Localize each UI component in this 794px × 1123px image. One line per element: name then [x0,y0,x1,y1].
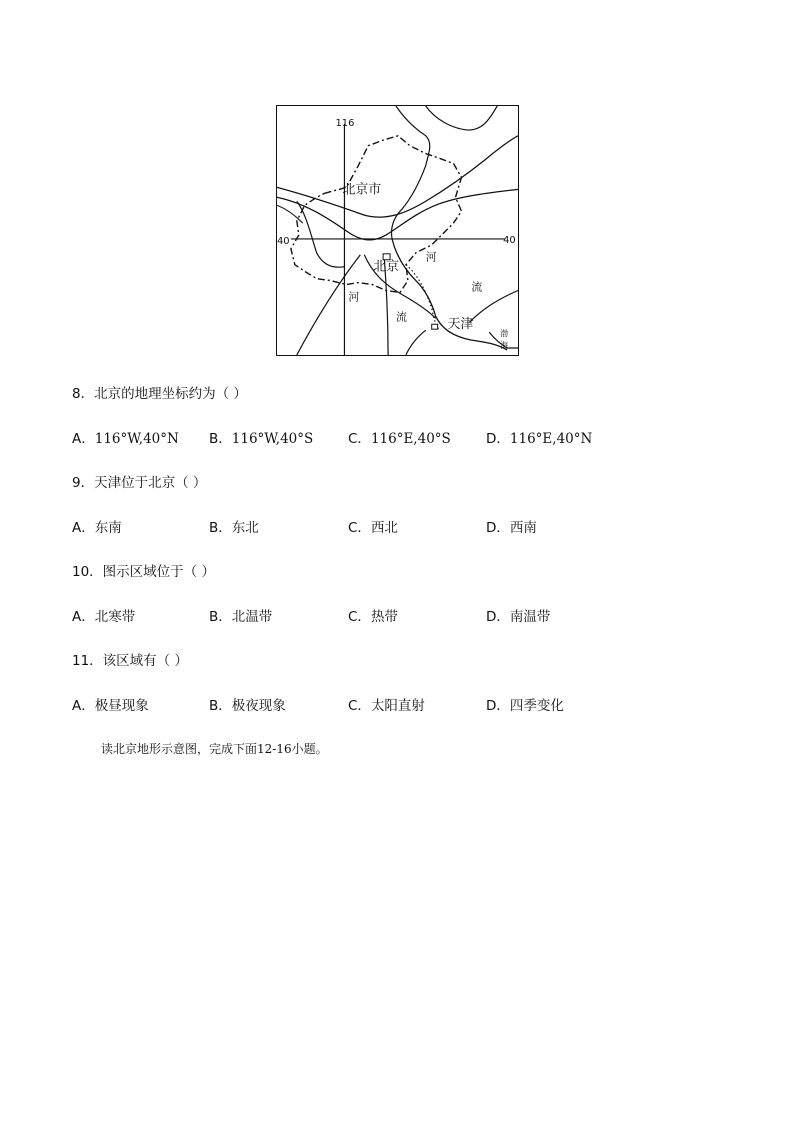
q11-option-c[interactable]: C．太阳直射 [348,698,425,714]
q9-option-b[interactable]: B．东北 [209,520,259,536]
q10-option-c[interactable]: C．热带 [348,609,398,625]
q10-option-b[interactable]: B．北温带 [209,609,273,625]
river-9 [406,330,426,355]
q8-option-b[interactable]: B．116°W,40°S [209,431,314,447]
q11-option-a[interactable]: A．极昼现象 [72,698,149,714]
river-char-1: 河 [425,250,437,264]
question-8-stem: 8．北京的地理坐标约为（ ） [72,386,247,402]
river-char-2: 流 [471,280,483,294]
q9-option-c[interactable]: C．西北 [348,520,398,536]
beijing-label: 北京 [373,259,399,275]
river-11 [469,291,518,323]
q8-option-a[interactable]: A．116°W,40°N [72,431,179,447]
river-7 [297,255,360,355]
river-char-4: 流 [396,310,407,324]
question-9-stem: 9．天津位于北京（ ） [72,475,207,491]
q8-option-c[interactable]: C．116°E,40°S [348,431,451,447]
map-svg [277,106,518,355]
river-1 [277,136,518,217]
question-11-stem: 11．该区域有（ ） [72,653,188,669]
latitude-label-right: 40 [503,234,516,246]
river-char-3: 河 [348,290,360,304]
river-3 [297,201,345,267]
tianjin-label: 天津 [447,317,474,333]
latitude-label-left: 40 [277,235,290,247]
q8-option-d[interactable]: D．116°E,40°N [486,431,593,447]
q9-option-d[interactable]: D．西南 [486,520,537,536]
river-10 [426,106,497,130]
q11-option-d[interactable]: D．四季变化 [486,698,564,714]
question-10-stem: 10．图示区域位于（ ） [72,564,215,580]
q10-option-d[interactable]: D．南温带 [486,609,551,625]
q11-option-b[interactable]: B．极夜现象 [209,698,286,714]
river-12 [277,205,303,223]
longitude-label: 116 [335,117,355,129]
beijing-city-label: 北京市 [342,182,382,198]
q10-option-a[interactable]: A．北寒带 [72,609,136,625]
tianjin-marker [432,324,438,329]
bohai-char-1: 渤 [500,329,509,339]
beijing-map-figure [276,105,519,356]
bohai-char-2: 海 [500,341,509,351]
q9-option-a[interactable]: A．东南 [72,520,122,536]
next-section-intro: 读北京地形示意图，完成下面12-16小题。 [101,742,328,756]
